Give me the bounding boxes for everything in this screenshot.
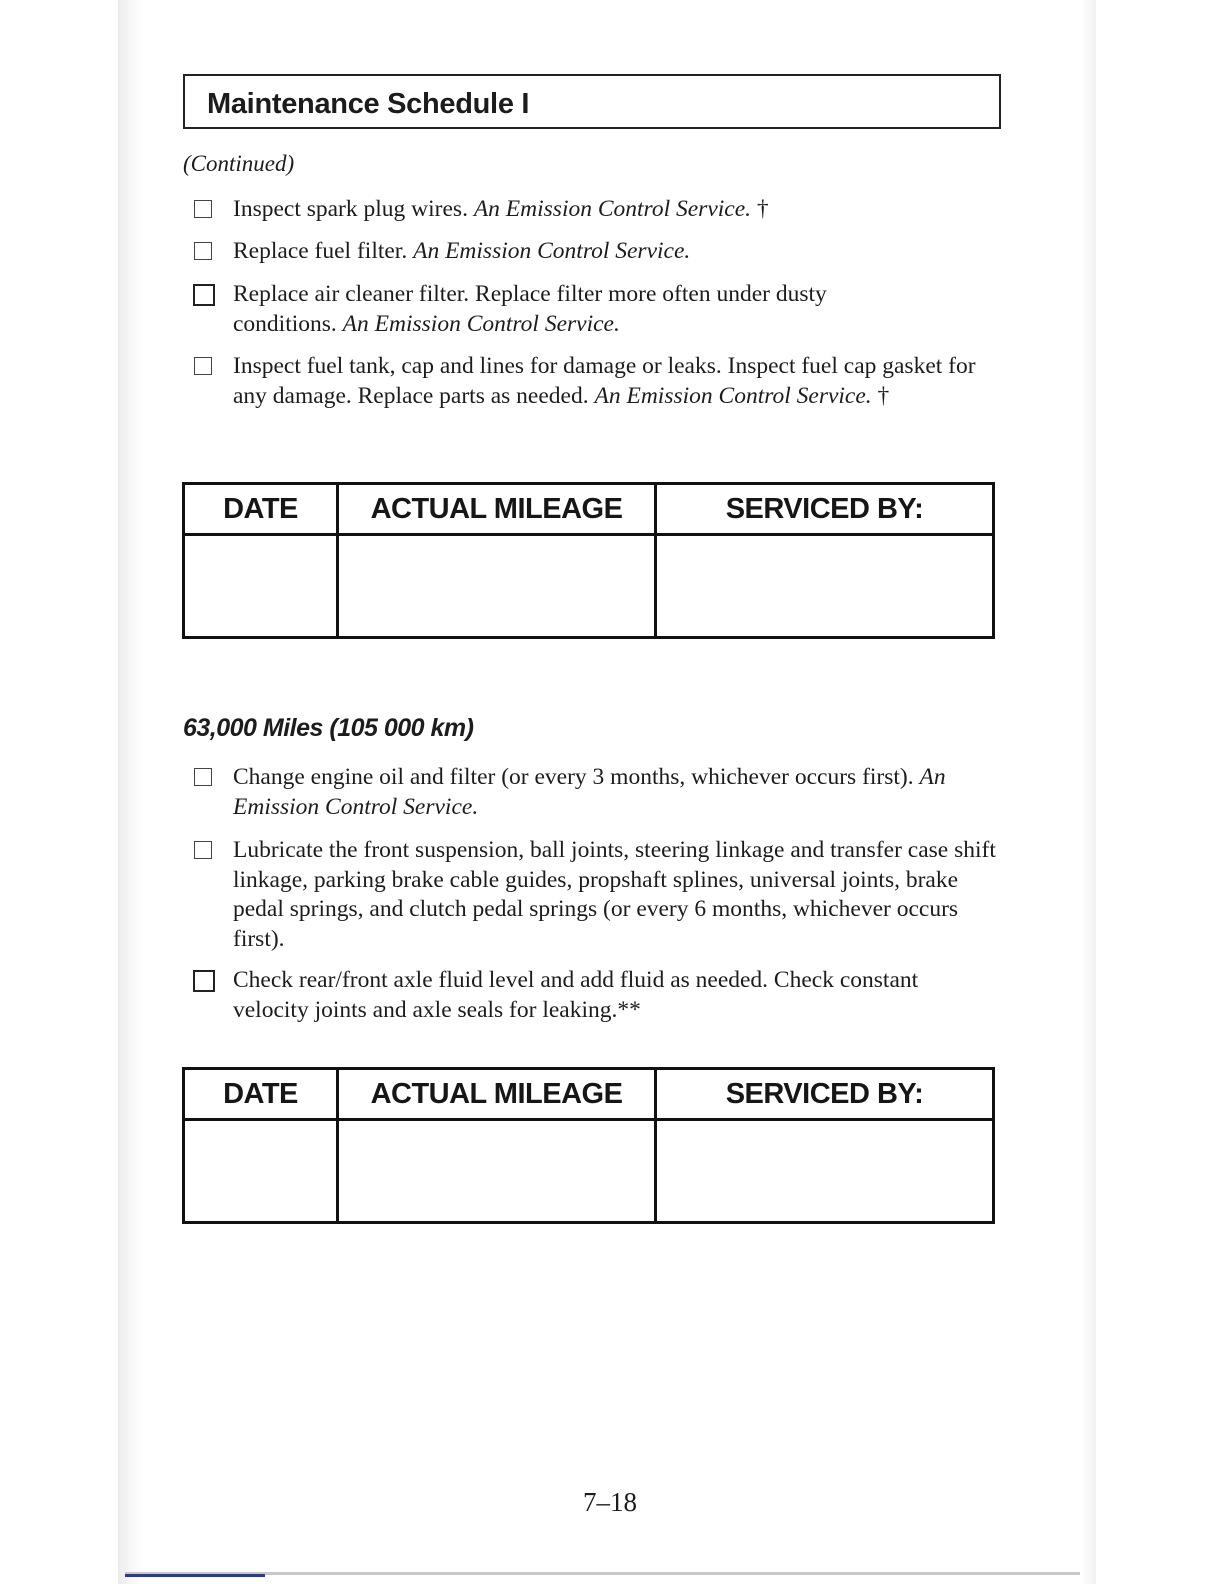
date-entry-cell[interactable] [184, 1120, 338, 1223]
column-header-date: DATE [184, 484, 338, 535]
mileage-entry-cell[interactable] [338, 535, 656, 638]
checkbox[interactable] [194, 242, 212, 260]
schedule-header [183, 74, 1001, 129]
checklist-item: Replace air cleaner filter. Replace filter more often under dusty conditions. An Emission Control Service. [233, 280, 933, 339]
checkbox[interactable] [194, 768, 212, 786]
checklist-item: Inspect spark plug wires. An Emission Control Service. † [233, 195, 1008, 225]
service-log-table [182, 482, 995, 639]
serviced-by-entry-cell[interactable] [656, 1120, 994, 1223]
checklist-item: Inspect fuel tank, cap and lines for damage or leaks. Inspect fuel cap gasket for any damage. Replace parts as needed. An Emission Control Service. † [233, 352, 1003, 411]
checklist-item: Replace fuel filter. An Emission Control Service. [233, 237, 1008, 267]
column-header-mileage: ACTUAL MILEAGE [338, 1069, 656, 1120]
bottom-divider [125, 1572, 1080, 1575]
column-header-mileage: ACTUAL MILEAGE [338, 484, 656, 535]
continued-label: (Continued) [183, 151, 295, 176]
column-header-serviced-by: SERVICED BY: [656, 484, 994, 535]
page-edge-left [118, 0, 140, 1584]
column-header-date: DATE [184, 1069, 338, 1120]
bottom-divider-accent [125, 1574, 265, 1577]
checklist-item: Check rear/front axle fluid level and add fluid as needed. Check constant velocity joints and axle seals for leaking.** [233, 966, 933, 1025]
column-header-serviced-by: SERVICED BY: [656, 1069, 994, 1120]
checklist-item: Change engine oil and filter (or every 3 months, whichever occurs first). An Emission Control Service. [233, 763, 953, 822]
page-title: Maintenance Schedule I [207, 88, 530, 120]
checkbox[interactable] [194, 200, 212, 218]
serviced-by-entry-cell[interactable] [656, 535, 994, 638]
checklist-item: Lubricate the front suspension, ball joints, steering linkage and transfer case shift linkage, parking brake cable guides, propshaft splines, universal joints, brake pedal springs, and clutch pedal springs (or every 6 months, whichever occurs first). [233, 836, 1003, 954]
checkbox[interactable] [193, 970, 215, 992]
checkbox[interactable] [193, 284, 215, 306]
checkbox[interactable] [194, 841, 212, 859]
date-entry-cell[interactable] [184, 535, 338, 638]
table-row [184, 535, 994, 638]
mileage-entry-cell[interactable] [338, 1120, 656, 1223]
table-header-row [184, 484, 994, 535]
page-edge-right [1082, 0, 1096, 1584]
table-header-row [184, 1069, 994, 1120]
checkbox[interactable] [194, 357, 212, 375]
table-row [184, 1120, 994, 1223]
service-log-table [182, 1067, 995, 1224]
page-number: 7–18 [583, 1487, 637, 1517]
section-heading: 63,000 Miles (105 000 km) [183, 714, 474, 742]
